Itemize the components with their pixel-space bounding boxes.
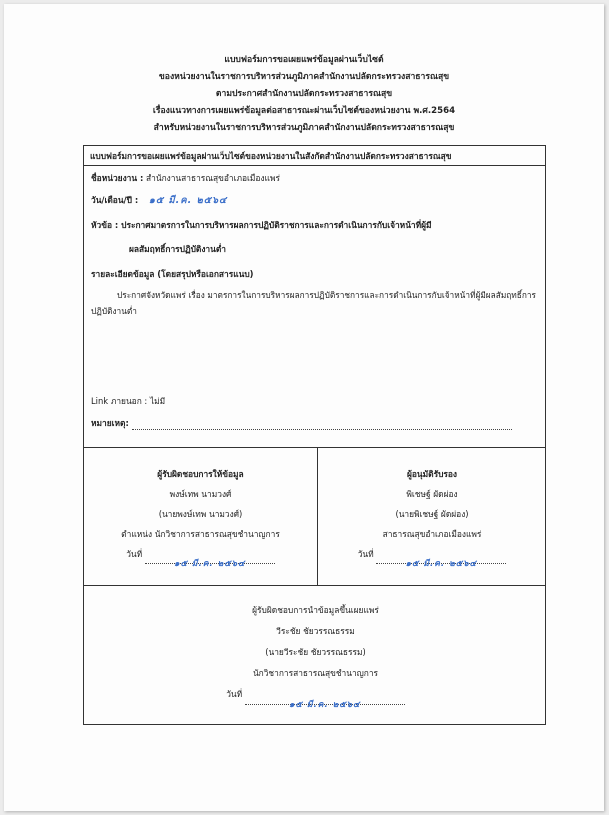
details-text: ประกาศจังหวัดแพร่ เรื่อง มาตรการในการบริหารผลการปฏิบัติราชการและการดำเนินการกับเจ้าหน้าที่ผู้มีผลสัมฤทธิ์การปฏิบัติงานต่ำ <box>91 290 536 316</box>
subject-line-1: ประกาศมาตรการในการบริหารผลการปฏิบัติราชการและการดำเนินการกับเจ้าหน้าที่ผู้มี <box>121 220 432 230</box>
provider-date-stamp: ๑๕ มี.ค. ๒๕๖๔ <box>174 559 246 569</box>
header-line-1: แบบฟอร์มการขอเผยแพร่ข้อมูลผ่านเว็บไซต์ <box>224 55 384 65</box>
details-label: รายละเอียดข้อมูล (โดยสรุปหรือเอกสารแนบ) <box>91 269 254 279</box>
provider-date-row <box>84 544 317 569</box>
agency-row <box>91 171 280 185</box>
date-row <box>91 193 227 208</box>
header-line-3: ตามประกาศสำนักงานปลัดกระทรวงสาธารณสุข <box>215 89 393 99</box>
publisher-date-row <box>84 684 547 710</box>
section-divider <box>84 447 545 448</box>
publisher-name: วีระชัย ชัยวรรณธรรม <box>276 626 355 636</box>
approver-date-row <box>317 544 547 569</box>
subject-label: หัวข้อ : <box>91 220 119 230</box>
approver-name: พิเชษฐ์ ผัดผ่อง <box>406 489 458 499</box>
header-line-4: เรื่องแนวทางการเผยแพร่ข้อมูลต่อสาธารณะผ่านเว็บไซต์ของหน่วยงาน พ.ศ.2564 <box>152 106 456 116</box>
document-page <box>4 4 604 811</box>
subject-line-2: ผลสัมฤทธิ์การปฏิบัติงานต่ำ <box>129 244 226 254</box>
link-value: ไม่มี <box>149 396 166 406</box>
provider-signature-block <box>84 464 317 569</box>
header-line-5: สำหรับหน่วยงานในราชการบริหารส่วนภูมิภาคสำนักงานปลัดกระทรวงสาธารณสุข <box>153 123 455 133</box>
approver-full-name: (นายพิเชษฐ์ ผัดผ่อง) <box>395 509 469 519</box>
link-label: Link ภายนอก : <box>91 396 148 406</box>
provider-date-label: วันที่ <box>126 549 143 559</box>
link-row <box>91 394 165 408</box>
date-stamp: ๑๕ มี.ค. ๒๕๖๔ <box>148 195 228 206</box>
document-header <box>4 52 604 137</box>
publisher-date-line <box>245 694 405 710</box>
agency-value: สำนักงานสาธารณสุขอำเภอเมืองแพร่ <box>146 173 280 183</box>
section-divider-2 <box>84 585 545 586</box>
remark-row <box>91 416 512 430</box>
approver-position: สาธารณสุขอำเภอเมืองแพร่ <box>382 529 482 539</box>
agency-label: ชื่อหน่วยงาน : <box>91 173 144 183</box>
provider-heading: ผู้รับผิดชอบการให้ข้อมูล <box>157 469 244 479</box>
header-line-2: ของหน่วยงานในราชการบริหารส่วนภูมิภาคสำนักงานปลัดกระทรวงสาธารณสุข <box>158 72 450 82</box>
publisher-date-label: วันที่ <box>226 689 243 699</box>
provider-name: พงษ์เทพ นามวงศ์ <box>169 489 232 499</box>
approver-date-stamp: ๑๕ มี.ค. ๒๕๖๔ <box>405 559 477 569</box>
publisher-date-stamp: ๑๕ มี.ค. ๒๕๖๔ <box>289 700 361 710</box>
subject-row <box>91 218 432 232</box>
publication-form <box>83 145 546 725</box>
approver-date-line <box>376 553 506 569</box>
remark-label: หมายเหตุ: <box>91 418 129 428</box>
form-title: แบบฟอร์มการขอเผยแพร่ข้อมูลผ่านเว็บไซต์ของหน่วยงานในสังกัดสำนักงานปลัดกระทรวงสาธารณสุข <box>84 146 545 166</box>
approver-date-label: วันที่ <box>357 549 374 559</box>
date-label: วัน/เดือน/ปี : <box>91 195 139 205</box>
publisher-signature-block <box>84 600 547 710</box>
publisher-heading: ผู้รับผิดชอบการนำข้อมูลขึ้นเผยแพร่ <box>252 605 379 615</box>
remark-dotted-line <box>132 419 512 430</box>
publisher-position: นักวิชาการสาธารณสุขชำนาญการ <box>252 668 379 678</box>
provider-date-line <box>145 553 275 569</box>
approver-heading: ผู้อนุมัติรับรอง <box>406 469 458 479</box>
provider-position: ตำแหน่ง นักวิชาการสาธารณสุขชำนาญการ <box>121 529 280 539</box>
provider-full-name: (นายพงษ์เทพ นามวงศ์) <box>158 509 243 519</box>
publisher-full-name: (นายวีระชัย ชัยวรรณธรรม) <box>265 647 366 657</box>
approver-signature-block <box>317 464 547 569</box>
